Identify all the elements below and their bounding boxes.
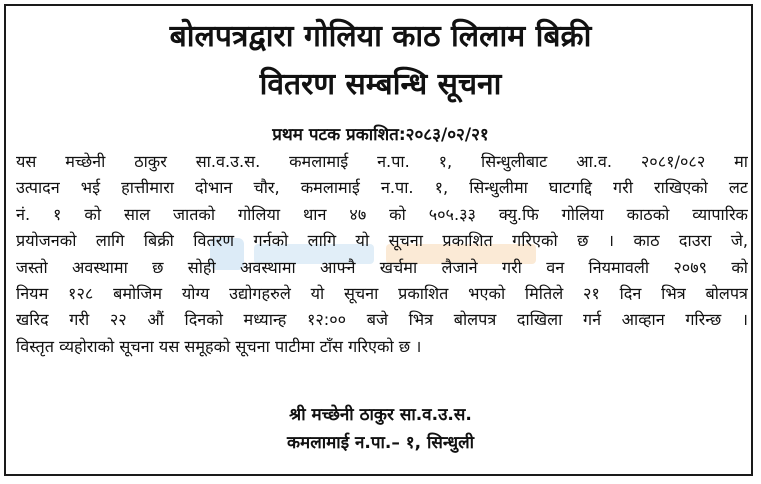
body-line: विस्तृत व्यहोराको सूचना यस समूहको सूचना पाटीमा टाँस गरिएको छ । bbox=[16, 336, 422, 356]
body-line: नं. १ को साल जातको गोलिया थान ४७ को ५०५.३३ क्यु.फि गोलिया काठको व्यापारिक bbox=[16, 204, 748, 224]
signature-organization: श्री मच्छेनी ठाकुर सा.व.उ.स. bbox=[289, 405, 472, 425]
body-line: उत्पादन भई हात्तीमारा दोभान चौर, कमलामाई न.पा. १, सिन्धुलीमा घाटगद्दि गरी राखिएको लट bbox=[16, 178, 748, 198]
body-line: खरिद गरी २२ औं दिनको मध्यान्ह १२:०० बजे भित्र बोलपत्र दाखिला गर्न आव्हान गरिन्छ । bbox=[16, 310, 748, 330]
body-line: जस्तो अवस्थामा छ सोही अवस्थामा आफ्नै खर्चमा लैजाने गरी वन नियमावली २०७९ को bbox=[16, 257, 748, 277]
body-line: यस मच्छेनी ठाकुर सा.व.उ.स. कमलामाई न.पा. १, सिन्धुलीबाट आ.व. २०८१/०८२ मा bbox=[16, 152, 748, 171]
body-line: प्रयोजनको लागि बिक्री वितरण गर्नको लागि यो सूचना प्रकाशित गरिएको छ । काठ दाउरा जे, bbox=[16, 231, 748, 251]
notice-title-line-2: वितरण सम्बन्धि सूचना bbox=[259, 67, 502, 102]
signature-address: कमलामाई न.पा.– १, सिन्धुली bbox=[286, 433, 475, 453]
notice-title-line-1: बोलपत्रद्वारा गोलिया काठ लिलाम बिक्री bbox=[169, 19, 592, 54]
publication-date: प्रथम पटक प्रकाशित:२०८३/०२/२१ bbox=[272, 125, 489, 145]
body-line: नियम १२८ बमोजिम योग्य उद्योगहरुले यो सूचना प्रकाशित भएको मितिले २१ दिन भित्र बोलपत्र bbox=[16, 284, 748, 304]
notice-body bbox=[16, 149, 748, 360]
